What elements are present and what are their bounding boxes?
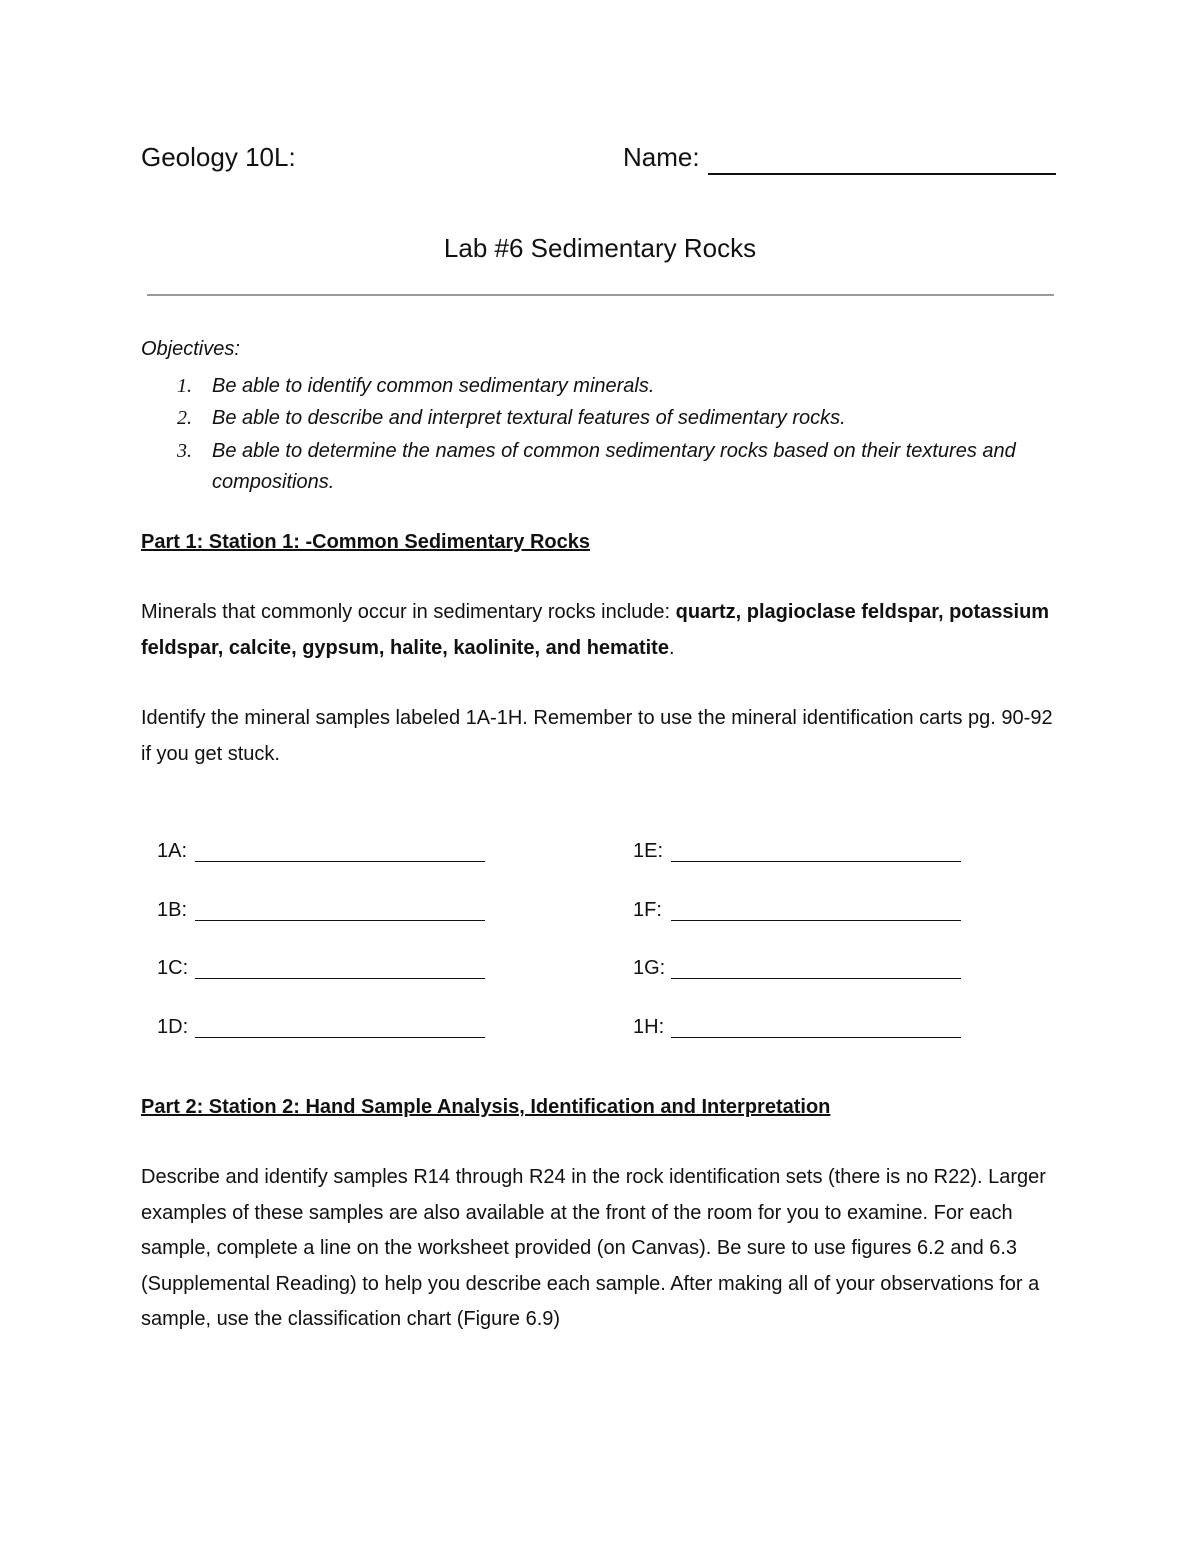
sample-label: 1B: — [157, 899, 188, 921]
part2-paragraph: Describe and identify samples R14 through R24 in the rock identification sets (there is no R22). Larger examples of these samples are also available at the front of the room for you to examine. For each sample, complete a line on the worksheet provided (on Canvas). Be sure to use figures 6.2 and 6.3 (Supplemental Reading) to help you describe each sample. After making all of your observations for a sample, use the classification chart (Figure 6.9) — [141, 1166, 1046, 1330]
sample-answer-line[interactable] — [195, 1037, 485, 1038]
objective-number: 3. — [177, 440, 192, 462]
instructions-paragraph: Identify the mineral samples labeled 1A-1H. Remember to use the mineral identification carts pg. 90-92 if you get stuck. — [141, 707, 1053, 765]
name-label: Name: — [623, 142, 700, 172]
part1-heading: Part 1: Station 1: -Common Sedimentary Rocks — [141, 531, 590, 553]
sample-label: 1A: — [157, 840, 188, 862]
sample-label: 1H: — [633, 1016, 665, 1038]
objective-text: Be able to describe and interpret textural features of sedimentary rocks. — [212, 407, 846, 429]
course-title: Geology 10L: — [141, 142, 296, 172]
objective-text: Be able to determine the names of common sedimentary rocks based on their textures and compositions. — [212, 440, 1016, 493]
sample-answer-line[interactable] — [195, 978, 485, 979]
sample-answer-line[interactable] — [195, 920, 485, 921]
objective-number: 2. — [177, 407, 192, 429]
title-divider — [147, 294, 1054, 296]
sample-label: 1G: — [633, 957, 666, 979]
minerals-paragraph — [141, 595, 1056, 666]
sample-answer-line[interactable] — [671, 978, 961, 979]
sample-label: 1C: — [157, 957, 189, 979]
minerals-end: . — [668, 636, 675, 659]
sample-label: 1F: — [633, 899, 662, 921]
sample-label: 1E: — [633, 840, 664, 862]
objectives-heading: Objectives: — [141, 338, 240, 360]
minerals-list: quartz, plagioclase feldspar, potassium feldspar, calcite, gypsum, halite, kaolinite, and hematite — [141, 601, 1050, 659]
minerals-intro: Minerals that commonly occur in sedimentary rocks include: — [141, 601, 676, 623]
sample-answer-line[interactable] — [671, 1037, 961, 1038]
sample-answer-line[interactable] — [671, 861, 961, 862]
name-blank-line[interactable] — [708, 173, 1056, 175]
part2-heading: Part 2: Station 2: Hand Sample Analysis, Identification and Interpretation — [141, 1096, 831, 1118]
page-title: Lab #6 Sedimentary Rocks — [443, 233, 757, 263]
objective-number: 1. — [177, 375, 192, 397]
sample-answer-line[interactable] — [671, 920, 961, 921]
objective-text: Be able to identify common sedimentary minerals. — [212, 375, 655, 397]
sample-label: 1D: — [157, 1016, 189, 1038]
sample-answer-line[interactable] — [195, 861, 485, 862]
